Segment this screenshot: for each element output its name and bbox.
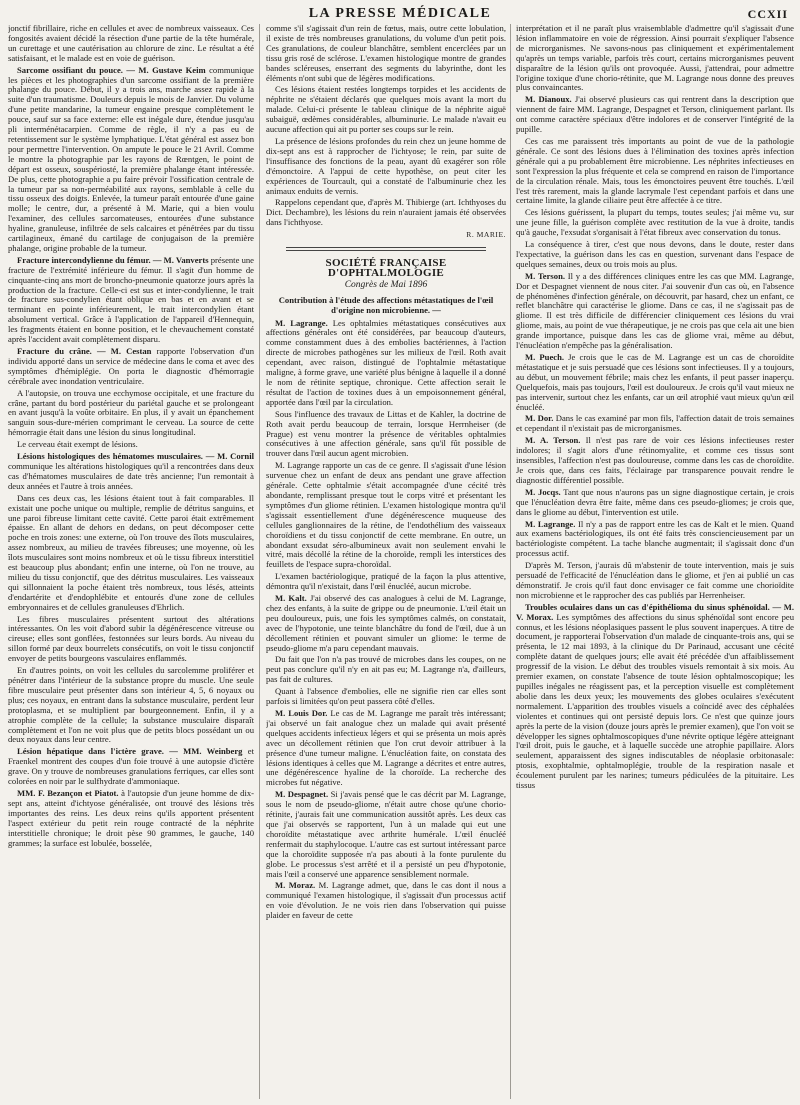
paragraph-lead: Sarcome ossifiant du pouce. — M. Gustave Keim xyxy=(17,64,206,75)
paragraph: M. Louis Dor. Le cas de M. Lagrange me paraît très intéressant; j'ai observé un fait analogue chez un malade qui avait présenté quelques accidents infectieux légers et qui se présenta un mois après avec un décollement rétinien que l'on crut devoir attribuer à la présence d'une tumeur maligne. L'énucléation faite, on constata des lésions identiques à celles que M. Lagrange a décrites et entre autres, une dégénérescence hyaline de la choroïde. La recherche des microbes fut négative. xyxy=(266,708,506,788)
section-heading: SOCIÉTÉ FRANÇAISE D'OPHTALMOLOGIE xyxy=(325,257,447,279)
paragraph: Dans ces deux cas, les lésions étaient tout à fait comparables. Il existait une poche unique ou multiple, remplie de détritus sanguins, et une paroi fibreuse limitant cette cavité. Cette paroi était extrêmement épaisse. En allant de dehors en dedans, on peut décomposer cette poche en trois zones: une externe, où l'on trouve des îlots musculaires, assez nombreux, au milieu de travées fibreuses; une moyenne, où les îlots musculaires sont moins nombreux et où le tissu fibreux interstitiel est beaucoup plus abondant; enfin une interne, où l'on ne trouve, au milieu du tissu conjonctif, que des détritus musculaires. Les vaisseaux qui sillonnaient la poche étaient très nombreux, tous lésés, atteints d'endartérite et d'endophlébite et entourés d'une zone de cellules embryonnaires et de cellules granuleuses d'Ehrlich. xyxy=(8,492,254,612)
page-number: CCXII xyxy=(747,7,788,21)
paragraph-lead: M. Despagnet. xyxy=(275,789,329,800)
paragraph: M. Kalt. J'ai observé des cas analogues à celui de M. Lagrange, chez des enfants, à la suite de grippe ou de pneumonie. L'œil était un peu douloureux, puis, une fois les symptômes calmés, on constatait, avec de l'hypotonie, une teinte blanchâtre du fond de l'œil, due à un décollement rétinien et pouvant simuler un gliome: le terme de pseudo-gliome m'a paru cependant mauvais. xyxy=(266,593,506,653)
paragraph-lead: M. Moraz. xyxy=(275,880,316,891)
paragraph: Quant à l'absence d'embolies, elle ne signifie rien car elles sont parfois si limitées qu'on peut passera côté d'elles. xyxy=(266,686,506,707)
article-title: Contribution à l'étude des affections métastatiques de l'œil d'origine non microbienne. — xyxy=(278,294,494,315)
paragraph: M. Jocqs. Tant que nous n'aurons pas un signe diagnostique certain, je crois que l'énucléation devra être faite, même dans ces pseudo-gliomes; je crois que, dans le gliome au début, l'intervention est utile. xyxy=(516,486,794,517)
paragraph: Rappelons cependant que, d'après M. Thibierge (art. Ichthyoses du Dict. Dechambre), les lésions du rein n'auraient jamais été observées dans l'ichthyose. xyxy=(266,197,506,228)
paragraph: M. Moraz. M. Lagrange admet, que, dans le cas dont il nous a communiqué l'examen histologique, il s'agissait d'un processus actif en voie d'évolution. Je ne vois rien dans l'observation qui puisse plaider en faveur de cette xyxy=(266,880,506,921)
paragraph-lead: M. Louis Dor. xyxy=(275,708,328,718)
paragraph: Du fait que l'on n'a pas trouvé de microbes dans les coupes, on ne peut pas conclure qu'il n'y en ait pas eu; M. Lagrange n'a, d'ailleurs, pas fait de cultures. xyxy=(266,654,506,685)
paragraph: M. Dianoux. J'ai observé plusieurs cas qui rentrent dans la description que viennent de faire MM. Lagrange, Despagnet et Terson, cliniquement parlant. Ils ont comme caractère spéciaux d'être indolores et de conserver l'intégrité de la pupille. xyxy=(516,94,794,135)
paragraph: D'après M. Terson, j'aurais dû m'abstenir de toute intervention, mais je suis persuadé de l'efficacité de l'énucléation dans le gliome, et j'en ai publié un cas démonstratif. Je crois qu'il faut donc envisager ce fait comme une chorioïdite non microbienne et le rapprocher des cas publiés par Herrenheiser. xyxy=(516,560,794,600)
paragraph-lead: M. Dianoux. xyxy=(525,94,572,105)
paragraph-lead: Fracture du crâne. — M. Cestan xyxy=(17,346,152,356)
paragraph: Sous l'influence des travaux de Littas et de Kahler, la doctrine de Roth avait perdu beaucoup de terrain, lorsque Herrnheiser (de Prague) est venu montrer la présence de véritables ophtalmies consécutives à une affection générale, sans qu'il fût possible de trouver dans l'œil aucun agent microbien. xyxy=(266,408,506,459)
paragraph: Troubles oculaires dans un cas d'épithélioma du sinus sphénoïdal. — M. V. Morax. Les symptômes des affections du sinus sphénoïdal sont encore peu connus, et les lésions néoplasiques passent le plus souvent inaperçues. A titre de document, je rapporterai l'observation d'un malade de cinquante-trois ans, qui se présenta, le 12 mai 1893, à la clinique du Dr Parinaud, accusant une cécité complète datant de quelques jours; elle avait été précédée d'un affaiblissement progressif de la vision. Le début des troubles visuels remontait à six mois. Au premier examen, on constate l'absence de toute lésion ophtalmoscopique; les pupilles inégales ne réagissent pas, et la perception visuelle est complètement abolie dans les deux yeux; les mouvements des globes oculaires s'exécutent normalement. L'apparition des troubles visuels a coïncidé avec des céphalées violentes et continues qui ont persisté depuis lors. Ce n'est que quinze jours après la perte de la vision (douze jours après le premier examen), que l'on voit se développer les signes ophtalmoscopiques d'une névrite optique légère atteignant l'œil droit, puis le gauche, et à laquelle succède une atrophie papillaire. Alors seulement, apparaissent des signes indiscutables de néoplasie orbitonasale: ptosis, exophtalmie, ophtalmoplégie, trouble de la respiration nasale et écoulement purulent par les narines; tumeurs pédiculées de la pituitaire. Les tissus xyxy=(516,601,794,791)
paragraph: La conséquence à tirer, c'est que nous devons, dans le doute, rester dans l'expectative, la guérison dans les cas en question, survenant dans l'espace de quelques semaines, deux ou trois mois au plus. xyxy=(516,239,794,269)
paragraph: La présence de lésions profondes du rein chez un jeune homme de dix-sept ans est à rapprocher de l'ichtyose; le rein, par suite de l'insuffisance des fonctions de la peau, ayant dû exagérer son rôle d'émonctoire. A l'appui de cette hypothèse, on peut citer les expériences de Tourcault, qui a constaté de l'albuminurie chez les animaux enduits de vernis. xyxy=(266,135,506,196)
column-3 xyxy=(516,24,794,1100)
paragraph-lead: MM. F. Bezançon et Piatot. xyxy=(17,787,119,798)
paragraph: Ces cas me paraissent très importants au point de vue de la pathologie générale. Ce sont des lésions dues à l'élimination des toxines après infection générale qui a pu probablement être microbienne. Les néphrites infectieuses en sont l'expression la plus fréquente et cela se comprend en raison de l'importance de la circulation rénale. Mais, tous les émonctoires peuvent être touchés. L'œil l'est très rarement, mais la glande lacrymale l'est cependant parfois et dans une certaine limite, la glande ciliaire peut être affectée à ce titre. xyxy=(516,135,794,206)
paragraph-lead: M. Jocqs. xyxy=(525,486,561,497)
paragraph-lead: M. Dor. xyxy=(525,413,554,424)
paragraph: Les fibres musculaires présentent surtout des altérations intéressantes. On les voit d'abord subir la dégénérescence vitreuse ou cireuse; elles sont gonflées, festonnées sur leurs bords. Au niveau du sillon formé par deux bourrelets consécutifs, on voit le tissu conjonctif envoyer de petits bourgeons vasculaires enflammés. xyxy=(8,613,254,664)
paragraph: Ces lésions étaient restées longtemps torpides et les accidents de néphrite ne s'étaient déclarés que quelques mois avant la mort du malade. Celui-ci présente le tableau clinique de la néphrite aiguë subaiguë, œdèmes considérables, albuminurie. Le malade n'avait eu aucune affection qui ait pu porter ses coups sur le rein. xyxy=(266,84,506,135)
paragraph: En d'autres points, on voit les cellules du sarcolemme proliférer et pénétrer dans l'intérieur de la substance propre du muscle. Une seule fibre musculaire peut présenter dans son intérieur 4, 5, 6 noyaux ou plus; ces noyaux, en entrant dans la substance musculaire, perdent leur protoplasma, et se multiplient par bourgeonnement. Enfin, il y a atrophie complète de la cellule; la substance musculaire disparaît complètement et l'on ne voit plus que de petits blocs possédant un ou deux noyaux dans leur centre. xyxy=(8,665,254,745)
paragraph: Lésion hépatique dans l'ictère grave. — MM. Weinberg et Fraenkel montrent des coupes d'un foie trouvé à une autopsie d'ictère grave. On y trouve de nombreuses granulations ferriques, car elles sont colorées en noir par le sulfhydrate d'ammoniaque. xyxy=(8,746,254,787)
paragraph: M. Lagrange rapporte un cas de ce genre. Il s'agissait d'une lésion survenue chez un enfant de deux ans pendant une grave affection générale. Cette ophtalmie s'était accompagnée d'une cécité très abondante, remplissant presque tout le corps vitré et présentant les symptômes d'un gliome rétinien. L'examen histologique montra qu'il s'agissait essentiellement d'une dégénérescence muqueuse des cellules ganglionnaires de la rétine, de l'endothélium des vaisseaux choroïdiens et du tissu conjonctif de cette membrane. En outre, un abondant exsudat séro-albumineux avait non seulement envahi le vitré, mais décollé la rétine de la choroïde, rempli les interstices des feuillets de l'espace supra-choroïdal. xyxy=(266,460,506,570)
paragraph-lead: Lésion hépatique dans l'ictère grave. — MM. Weinberg xyxy=(17,746,243,757)
column-1 xyxy=(8,24,254,1100)
paragraph-lead: M. Lagrange. xyxy=(525,518,576,529)
paragraph: M. Lagrange. Il n'y a pas de rapport entre les cas de Kalt et le mien. Quand aux examens bactériologiques, ils ont été faits très consciencieusement par un bactériologiste compétent. La tache blanche augmentait; il s'agissait donc d'un processus actif. xyxy=(516,518,794,559)
paragraph: M. Puech. Je crois que le cas de M. Lagrange est un cas de choroïdite métastatique et je suis persuadé que ces lésions sont infectieuses. Il y a toujours, au début, un mouvement fébrile; mais chez les enfants, il peut passer inaperçu. Quelquefois, mais pas toujours, l'œil est douloureux. Je crois qu'il vaut mieux ne pas intervenir, surtout chez les enfants, car un œil atrophié vaut mieux qu'un œil énucléé. xyxy=(516,352,794,412)
column-divider xyxy=(259,24,260,1099)
paragraph: MM. F. Bezançon et Piatot. à l'autopsie d'un jeune homme de dix-sept ans, atteint d'ichtyose généralisée, ont trouvé des lésions très importantes des reins. Les deux reins qu'ils apportent présentent l'aspect extérieur du petit rein rouge contracté de la néphrite interstitielle chronique; le droit pèse 90 grammes, le gauche, 140 grammes; la surface est lobulée, bosselée, xyxy=(8,787,254,848)
column-2 xyxy=(266,24,506,1100)
section-subheading: Congrès de Mai 1896 xyxy=(344,279,428,290)
paragraph: M. Despagnet. Si j'avais pensé que le cas décrit par M. Lagrange, sous le nom de pseudo-gliome, n'était autre chose qu'une chorio-rétinite, j'aurais fait une communication aussitôt après. Les deux cas que j'ai observés se rapportent, l'un à un malade qui eut une choroïdite métastatique avec arthrite humérale. L'œil énucléé renfermait du staphylocoque. L'autre cas est surtout intéressant parce que la choroïdite supposée n'a pas abouti à la fonte purulente du globe. Le processus s'est arrêté et il a persisté un peu d'hypotonie, mais l'œil a conservé une apparence sensiblement normale. xyxy=(266,789,506,879)
paragraph: M. Dor. Dans le cas examiné par mon fils, l'affection datait de trois semaines et cependant il n'existait pas de microrganismes. xyxy=(516,413,794,434)
paragraph: Fracture du crâne. — M. Cestan rapporte l'observation d'un individu apporté dans un service de médecine dans le coma et avec des symptômes d'hémiplégie. On porta le diagnostic d'hémorragie cérébrale avec inondation ventriculaire. xyxy=(8,346,254,386)
paragraph-lead: M. Lagrange. xyxy=(275,317,328,328)
paragraph: interprétation et il ne paraît plus vraisemblable d'admettre qu'il s'agissait d'une lésion inflammatoire en voie de régression. Ainsi pourrait s'expliquer l'absence de microrganismes. Ne savons-nous pas cliniquement et expérimentalement qu'après un temps variable, parfois très court, certains microrganismes peuvent disparaître de la lésion qu'ils ont provoquée. Aussi, j'attendrai, pour admettre l'origine toxique d'une chorio-rétinite, que M. Lagrange nous donne des preuves plus convaincantes. xyxy=(516,24,794,93)
column-divider xyxy=(510,24,511,1099)
author-signature: R. MARIE. xyxy=(466,230,506,240)
paragraph: Fracture intercondylienne du fémur. — M. Vanverts présente une fracture de l'extrémité inférieure du fémur. Il s'agit d'un homme de cinquante-cinq ans mort de broncho-pneumonie quatorze jours après la production de la fracture. Celle-ci est sus et inter-condylienne, le trait de fracture sus-condylien étant oblique en bas et en avant et se terminant en pointe inférieurement, le trait intercondylien étant absolument vertical. Grâce à l'application de l'appareil d'Hennequin, les fragments étaient en bonne position, et le chevauchement constaté après l'accident avait complètement disparu. xyxy=(8,254,254,345)
journal-title: LA PRESSE MÉDICALE xyxy=(308,6,492,21)
paragraph: jonctif fibrillaire, riche en cellules et avec de nombreux vaisseaux. Ces fongosités avaient décidé la résection d'une partie de la tête humérale, un curettage et une cautérisation au chlorure de zinc. Le résultat a été satisfaisant, et le malade est en voie de guérison. xyxy=(8,24,254,63)
paragraph: Ces lésions guérissent, la plupart du temps, toutes seules; j'ai même vu, sur une jeune fille, la guérison complète avec restitution de la vue à droite, tandis qu'à gauche, l'exsudat s'organisait à l'état fibreux avec conservation du tonus. xyxy=(516,207,794,238)
section-separator xyxy=(286,247,486,251)
paragraph: Sarcome ossifiant du pouce. — M. Gustave Keim communique les pièces et les photographies d'un sarcome ossifiant de la première phalange du pouce. Début, il y a trois ans, marche assez rapide à la suite d'un traumatisme. Douleurs depuis le mois de Janvier. Du volume d'une petite mandarine, la tumeur engaine presque complètement le pouce, sauf sur sa face externe: elle est inégale dure, étendue jusqu'au pli interménétacarpien. Comme de règle, il n'y a pas eu de retentissement sur le système lymphatique. L'état général est assez bon pour permettre l'intervention. On ampute le pouce le 21 Avril. Comme le montre la photographie par les rayons de Rœntgen, le point de départ est osseux, souspériosté, la première phalange étant intéressée. De plus, cette photographie a pu faire prévoir l'ossification centrale de la tumeur par sa non-perméabilité aux rayons, semblable à celle du tissu osseux des doigts. Enlevée, la tumeur paraît entourée d'une gaine molle; le centre, dur, a présenté à M. Marie, qui a bien voulu l'examiner, des cellules sarcomateuses, entourées d'une substance hyaline, granuleuse, infiltrée de sels calcaires et pénétrées par du tissu cartilagineux, émané du cartilage de conjugaison de la première phalange, origine probable de la tumeur. xyxy=(8,64,254,253)
paragraph: M. A. Terson. Il n'est pas rare de voir ces lésions infectieuses rester indolores; il s'agit alors d'une rétinomyalite, et comme ces tissus sont insensibles, l'affection n'est pas douloureuse, comme dans les cas de choroïdite. Je crois que, dans ces faits, l'éclairage par transparence pouvait rendre le diagnostic différentiel possible. xyxy=(516,435,794,485)
paragraph: L'examen bactériologique, pratiqué de la façon la plus attentive, démontra qu'il n'existait, dans l'œil énucléé, aucun microbe. xyxy=(266,571,506,592)
paragraph-lead: Lésions histologiques des hématomes musculaires. — M. Cornil xyxy=(17,451,254,462)
paragraph: Le cerveau était exempt de lésions. xyxy=(17,439,138,450)
page-header xyxy=(10,4,790,26)
paragraph-lead: M. A. Terson. xyxy=(525,435,581,446)
paragraph: comme s'il s'agissait d'un rein de fœtus, mais, outre cette lobulation, il existe de très nombreuses granulations, du volume d'un petit pois. Ces granulations, de couleur blanchâtre, semblent encerclées par un tissu gris rosé de sclérose. L'examen histologique montre de grandes bandes scléreuses, enserrant des segments du labyrinthe, dont les éléments n'ont subi que de légères modifications. xyxy=(266,24,506,83)
paragraph-lead: M. Terson. xyxy=(525,270,565,281)
paragraph: A l'autopsie, on trouva une ecchymose occipitale, et une fracture du crâne, partant du bord postérieur du pariétal gauche et se prolongeant en avant jusqu'à la voûte orbitaire. En plus, il y avait un épanchement sanguin sous-dure-mérien comprimant le cerveau. La source de cette hémorragie était dans une lésion du sinus longitudinal. xyxy=(8,387,254,438)
paragraph-lead: Troubles oculaires dans un cas d'épithélioma du sinus sphénoïdal. — M. V. Morax. xyxy=(516,601,794,622)
paragraph: M. Terson. Il y a des différences cliniques entre les cas que MM. Lagrange, Dor et Despagnet viennent de nous citer. J'ai souvenir d'un cas où, en l'absence de phénomènes d'infection générale, on découvrit, par hasard, chez un enfant, ce reflet blanchâtre qui caractérise le gliome. Dans ce cas, il ne s'agissait pas de gliome. Il est très difficile de différencier cliniquement ces lésions du vrai gliome, mais, au point de vue thérapeutique, je ne crois pas que cela ait une bien grande importance, puisque dans les cas de gliome vrai, même au début, l'énucléation n'empêche pas la généralisation. xyxy=(516,270,794,351)
paragraph-lead: M. Puech. xyxy=(525,352,565,362)
paragraph-lead: Fracture intercondylienne du fémur. — M. Vanverts xyxy=(17,254,209,265)
paragraph: Lésions histologiques des hématomes musculaires. — M. Cornil communique les altérations histologiques qu'il a rencontrées dans deux cas d'hématomes musculaires de date très ancienne; l'un remontait à deux années et l'autre à trois années. xyxy=(8,451,254,491)
paragraph-lead: M. Kalt. xyxy=(275,593,307,604)
paragraph: M. Lagrange. Les ophtalmies métastatiques consécutives aux affections générales ont été considérées, par beaucoup d'auteurs, comme constamment dues à des embolies bactériennes, à l'action directe de microbes pathogènes sur les milieux de l'œil. Roth avait cependant, avec raison, distingué de l'ophtalmie métastatique maligne, à forme grave, une variété plus bénigne à laquelle il a donné le nom de rétinite septique, chronique. Cette affection serait le résultat de l'action de toxines dues à un empoisonnement général, apportée dans l'œil par la circulation. xyxy=(266,317,506,407)
